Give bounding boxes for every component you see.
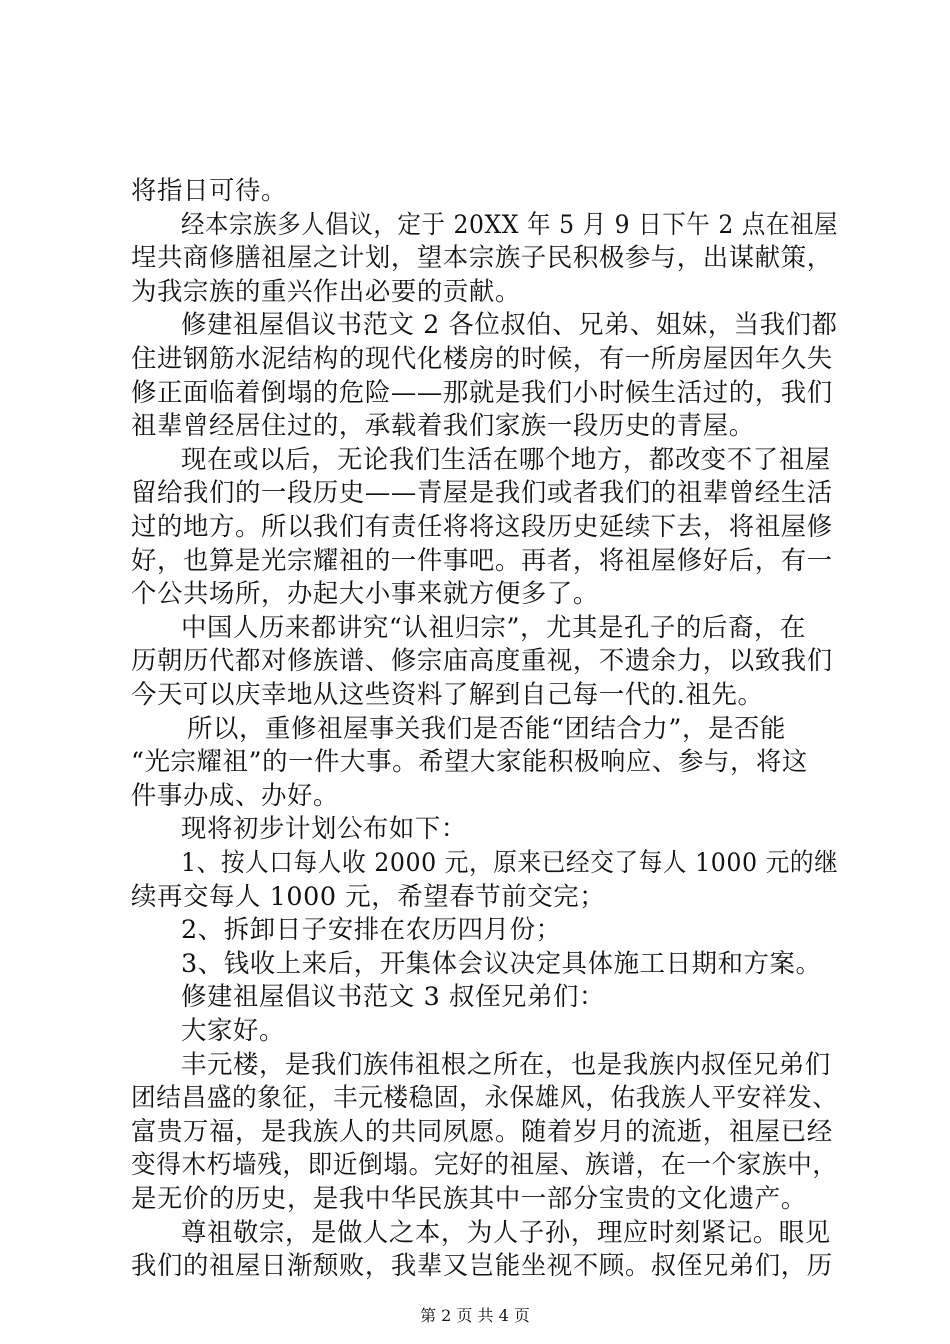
text-line: 团结昌盛的象征，丰元楼稳固，永保雄风，佑我族人平安祥发、 — [131, 1082, 838, 1113]
text-line: 是无价的历史，是我中华民族其中一部分宝贵的文化遗产。 — [131, 1183, 807, 1213]
text-line: 尊祖敬宗，是做人之本，为人子孙，理应时刻紧记。眼见 — [181, 1216, 831, 1247]
text-line: 中国人历来都讲究“认祖归宗”，尤其是孔子的后裔，在 — [181, 611, 806, 642]
text-line: 祖辈曾经居住过的，承载着我们家族一段历史的青屋。 — [131, 410, 755, 441]
text-line: 今天可以庆幸地从这些资料了解到自己每一代的.祖先。 — [131, 679, 764, 709]
text-line: 富贵万福，是我族人的共同夙愿。随着岁月的流逝，祖屋已经 — [131, 1115, 833, 1146]
text-line: 件事办成、办好。 — [131, 779, 339, 810]
text-line: 为我宗族的重兴作出必要的贡献。 — [131, 275, 521, 306]
text-line: 历朝历代都对修族谱、修宗庙高度重视，不遗余力，以致我们 — [131, 645, 833, 676]
text-line: 现将初步计划公布如下： — [181, 813, 467, 844]
text-line: 修正面临着倒塌的危险——那就是我们小时候生活过的，我们 — [131, 376, 833, 407]
text-line: 大家好。 — [181, 1015, 285, 1045]
text-line: 3、钱收上来后，开集体会议决定具体施工日期和方案。 — [181, 947, 822, 978]
text-line: 埕共商修膳祖屋之计划，望本宗族子民积极参与，出谋献策， — [131, 242, 833, 273]
text-line: 2、拆卸日子安排在农历四月份； — [181, 914, 562, 945]
text-line: 经本宗族多人倡议，定于 20XX 年 5 月 9 日下午 2 点在祖屋 — [181, 208, 839, 239]
text-line: 住进钢筋水泥结构的现代化楼房的时候，有一所房屋因年久失 — [131, 343, 833, 373]
text-line: 修建祖屋倡议书范文 2 各位叔伯、兄弟、姐妹，当我们都 — [181, 309, 838, 340]
text-line: 好，也算是光宗耀祖的一件事吧。再者，将祖屋修好后，有一 — [131, 544, 833, 575]
text-line: 1、按人口每人收 2000 元，原来已经交了每人 1000 元的继 — [181, 847, 839, 877]
text-line: 将指日可待。 — [131, 175, 287, 205]
text-line: 丰元楼，是我们族伟祖根之所在，也是我族内叔侄兄弟们 — [181, 1048, 831, 1079]
text-line: “光宗耀祖”的一件大事。希望大家能积极响应、参与，将这 — [131, 746, 808, 777]
page-number-footer: 第 2 页 共 4 页 — [420, 1306, 530, 1325]
text-line: 现在或以后，无论我们生活在哪个地方，都改变不了祖屋 — [181, 443, 831, 474]
text-line: 修建祖屋倡议书范文 3 叔侄兄弟们： — [181, 981, 605, 1012]
text-line: 过的地方。所以我们有责任将将这段历史延续下去，将祖屋修 — [131, 511, 833, 541]
text-line: 留给我们的一段历史——青屋是我们或者我们的祖辈曾经生活 — [131, 477, 833, 508]
text-line: 个公共场所，办起大小事来就方便多了。 — [131, 578, 599, 609]
text-line: 我们的祖屋日渐颓败，我辈又岂能坐视不顾。叔侄兄弟们，历 — [131, 1250, 833, 1281]
text-line: 所以，重修祖屋事关我们是否能“团结合力”，是否能 — [187, 712, 786, 743]
text-line: 续再交每人 1000 元，希望春节前交完； — [131, 880, 606, 911]
text-line: 变得木朽墙残，即近倒塌。完好的祖屋、族谱，在一个家族中， — [131, 1149, 838, 1180]
